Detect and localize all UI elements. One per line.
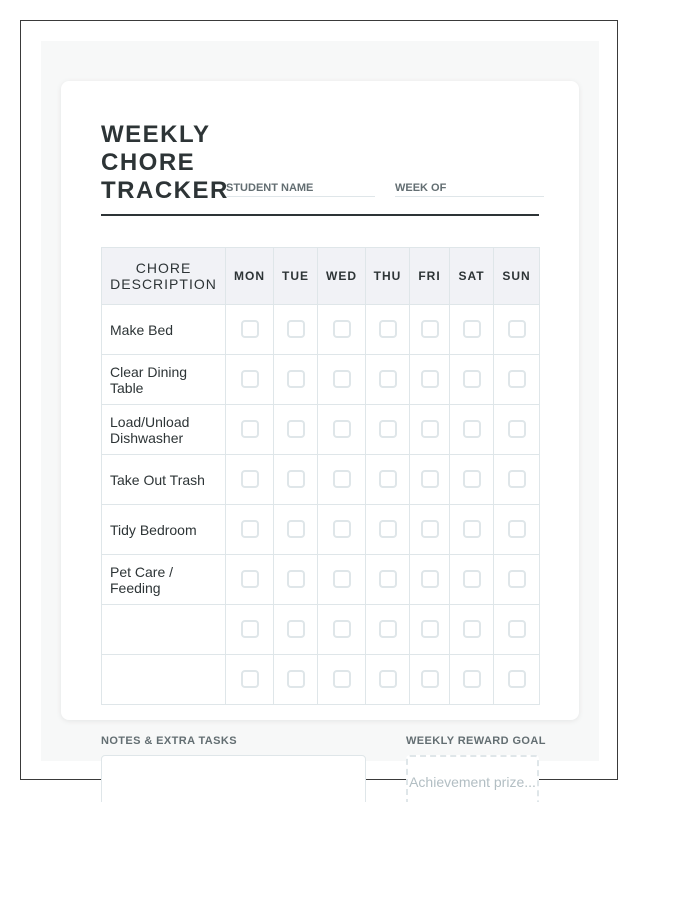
day-cell-fri	[410, 655, 450, 705]
day-cell-mon	[226, 505, 274, 555]
chore-checkbox[interactable]	[421, 320, 439, 338]
chore-checkbox[interactable]	[421, 570, 439, 588]
day-cell-wed	[318, 555, 366, 605]
chore-checkbox[interactable]	[333, 570, 351, 588]
chore-checkbox[interactable]	[508, 320, 526, 338]
chore-checkbox[interactable]	[379, 420, 397, 438]
day-cell-fri	[410, 555, 450, 605]
chore-name-cell: Tidy Bedroom	[102, 505, 226, 555]
day-cell-thu	[366, 505, 410, 555]
day-header-sat: SAT	[450, 248, 494, 305]
day-cell-sat	[450, 605, 494, 655]
chore-checkbox[interactable]	[379, 520, 397, 538]
chore-checkbox[interactable]	[421, 670, 439, 688]
chore-checkbox[interactable]	[463, 320, 481, 338]
chore-checkbox[interactable]	[508, 420, 526, 438]
chore-checkbox[interactable]	[508, 470, 526, 488]
day-cell-wed	[318, 405, 366, 455]
chore-checkbox[interactable]	[421, 470, 439, 488]
week-of-field[interactable]	[395, 182, 544, 197]
day-cell-fri	[410, 505, 450, 555]
chore-table	[101, 247, 540, 705]
reward-placeholder: Achievement prize...	[409, 774, 536, 790]
chore-name-cell: Clear Dining Table	[102, 355, 226, 405]
day-cell-sun	[494, 305, 540, 355]
chore-checkbox[interactable]	[333, 620, 351, 638]
day-cell-sun	[494, 405, 540, 455]
chore-checkbox[interactable]	[333, 670, 351, 688]
chore-checkbox[interactable]	[287, 420, 305, 438]
chore-checkbox[interactable]	[508, 620, 526, 638]
day-header-sun: SUN	[494, 248, 540, 305]
chore-checkbox[interactable]	[241, 570, 259, 588]
day-cell-mon	[226, 405, 274, 455]
day-cell-tue	[274, 355, 318, 405]
chore-name-cell: Pet Care / Feeding	[102, 555, 226, 605]
day-cell-fri	[410, 355, 450, 405]
day-cell-wed	[318, 355, 366, 405]
chore-checkbox[interactable]	[379, 570, 397, 588]
chore-checkbox[interactable]	[379, 470, 397, 488]
day-cell-wed	[318, 305, 366, 355]
day-header-mon: MON	[226, 248, 274, 305]
table-row	[102, 605, 540, 655]
chore-checkbox[interactable]	[287, 470, 305, 488]
day-cell-thu	[366, 355, 410, 405]
table-header-row	[102, 248, 540, 305]
day-cell-sat	[450, 355, 494, 405]
day-cell-mon	[226, 655, 274, 705]
chore-checkbox[interactable]	[379, 620, 397, 638]
day-cell-thu	[366, 305, 410, 355]
chore-checkbox[interactable]	[287, 620, 305, 638]
day-cell-mon	[226, 605, 274, 655]
day-cell-sun	[494, 455, 540, 505]
reward-goal-label: WEEKLY REWARD GOAL	[406, 735, 546, 747]
page-title: WEEKLY CHORE TRACKER	[101, 121, 229, 204]
chore-checkbox[interactable]	[421, 370, 439, 388]
day-cell-thu	[366, 405, 410, 455]
chore-name-cell: Take Out Trash	[102, 455, 226, 505]
day-cell-wed	[318, 455, 366, 505]
day-cell-sat	[450, 405, 494, 455]
day-cell-sat	[450, 505, 494, 555]
chore-checkbox[interactable]	[241, 470, 259, 488]
chore-checkbox[interactable]	[508, 520, 526, 538]
day-cell-mon	[226, 305, 274, 355]
day-cell-thu	[366, 555, 410, 605]
chore-checkbox[interactable]	[241, 420, 259, 438]
chore-checkbox[interactable]	[463, 520, 481, 538]
day-cell-sun	[494, 605, 540, 655]
day-cell-wed	[318, 605, 366, 655]
week-of-label: WEEK OF	[395, 182, 447, 194]
day-cell-sun	[494, 355, 540, 405]
chore-name-cell: Load/Unload Dishwasher	[102, 405, 226, 455]
day-header-wed: WED	[318, 248, 366, 305]
table-row	[102, 655, 540, 705]
day-cell-wed	[318, 655, 366, 705]
page-bottom	[0, 802, 700, 900]
chore-checkbox[interactable]	[463, 570, 481, 588]
day-cell-sat	[450, 305, 494, 355]
chore-table-body	[102, 305, 540, 705]
day-cell-tue	[274, 505, 318, 555]
day-cell-sat	[450, 455, 494, 505]
day-header-tue: TUE	[274, 248, 318, 305]
day-cell-sat	[450, 555, 494, 605]
chore-checkbox[interactable]	[463, 620, 481, 638]
day-cell-fri	[410, 305, 450, 355]
chore-checkbox[interactable]	[463, 670, 481, 688]
chore-checkbox[interactable]	[241, 670, 259, 688]
chore-checkbox[interactable]	[508, 670, 526, 688]
chore-checkbox[interactable]	[379, 670, 397, 688]
chore-checkbox[interactable]	[421, 420, 439, 438]
table-row	[102, 305, 540, 355]
day-cell-thu	[366, 605, 410, 655]
day-header-thu: THU	[366, 248, 410, 305]
table-row	[102, 355, 540, 405]
chore-checkbox[interactable]	[241, 320, 259, 338]
chore-checkbox[interactable]	[421, 520, 439, 538]
chore-checkbox[interactable]	[287, 520, 305, 538]
day-cell-sun	[494, 505, 540, 555]
chore-checkbox[interactable]	[333, 420, 351, 438]
chore-name-cell: Make Bed	[102, 305, 226, 355]
table-row	[102, 405, 540, 455]
chore-checkbox[interactable]	[333, 520, 351, 538]
chore-checkbox[interactable]	[333, 470, 351, 488]
day-cell-mon	[226, 455, 274, 505]
table-row	[102, 455, 540, 505]
header-divider	[101, 214, 539, 216]
chore-checkbox[interactable]	[463, 370, 481, 388]
day-cell-thu	[366, 455, 410, 505]
table-row	[102, 505, 540, 555]
chore-checkbox[interactable]	[287, 570, 305, 588]
day-cell-wed	[318, 505, 366, 555]
chore-checkbox[interactable]	[463, 420, 481, 438]
chore-checkbox[interactable]	[421, 620, 439, 638]
day-cell-thu	[366, 655, 410, 705]
chore-checkbox[interactable]	[379, 320, 397, 338]
chore-checkbox[interactable]	[241, 370, 259, 388]
day-cell-tue	[274, 655, 318, 705]
day-cell-sun	[494, 655, 540, 705]
day-cell-fri	[410, 455, 450, 505]
day-cell-tue	[274, 405, 318, 455]
chore-checkbox[interactable]	[241, 520, 259, 538]
day-header-fri: FRI	[410, 248, 450, 305]
chore-checkbox[interactable]	[287, 670, 305, 688]
chore-name-cell[interactable]	[102, 655, 226, 705]
day-cell-sat	[450, 655, 494, 705]
day-cell-tue	[274, 555, 318, 605]
day-cell-tue	[274, 605, 318, 655]
chore-checkbox[interactable]	[287, 320, 305, 338]
table-row	[102, 555, 540, 605]
chore-name-cell[interactable]	[102, 605, 226, 655]
day-cell-mon	[226, 355, 274, 405]
chore-checkbox[interactable]	[241, 620, 259, 638]
student-name-field[interactable]	[226, 182, 375, 197]
chore-checkbox[interactable]	[379, 370, 397, 388]
day-cell-tue	[274, 305, 318, 355]
chore-checkbox[interactable]	[463, 470, 481, 488]
chore-description-header: CHORE DESCRIPTION	[102, 248, 226, 305]
notes-label: NOTES & EXTRA TASKS	[101, 735, 237, 747]
day-cell-sun	[494, 555, 540, 605]
chore-checkbox[interactable]	[333, 320, 351, 338]
day-cell-tue	[274, 455, 318, 505]
chore-checkbox[interactable]	[333, 370, 351, 388]
day-cell-mon	[226, 555, 274, 605]
day-cell-fri	[410, 405, 450, 455]
chore-checkbox[interactable]	[287, 370, 305, 388]
chore-checkbox[interactable]	[508, 370, 526, 388]
day-cell-fri	[410, 605, 450, 655]
student-name-label: STUDENT NAME	[226, 182, 314, 194]
chore-checkbox[interactable]	[508, 570, 526, 588]
